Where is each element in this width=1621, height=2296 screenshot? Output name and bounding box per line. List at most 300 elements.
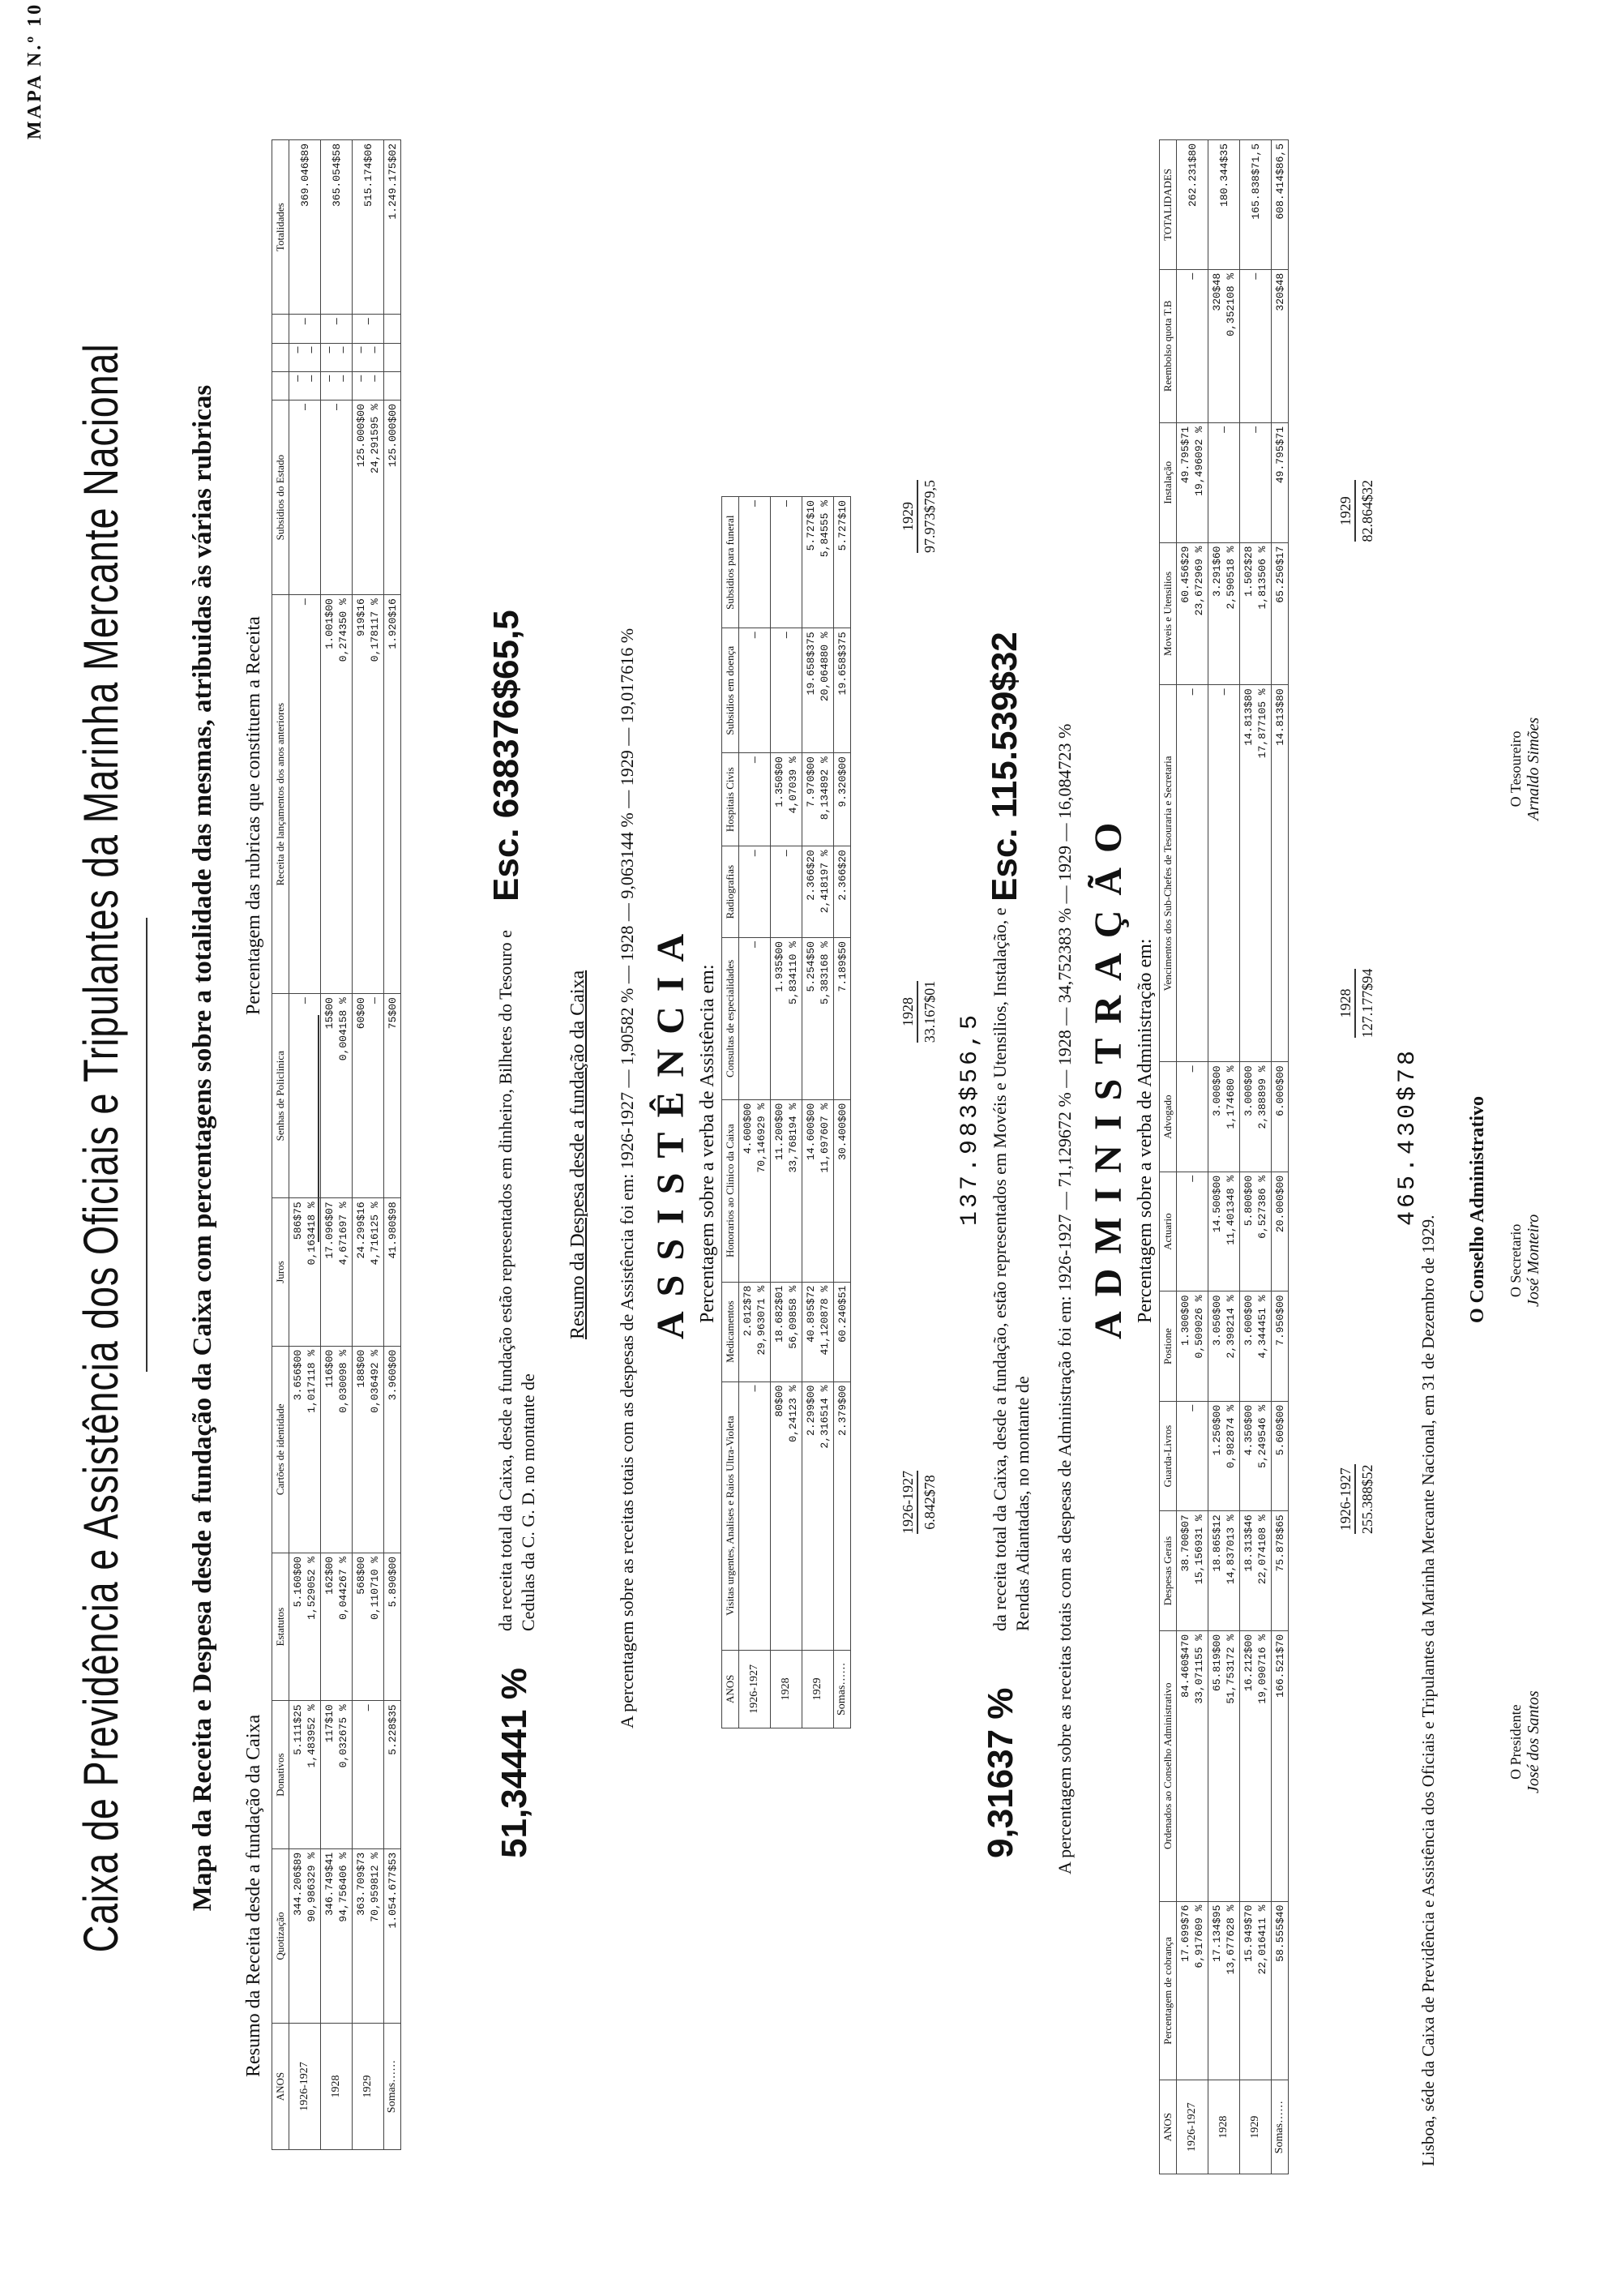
- title-rule: [146, 918, 148, 1372]
- administracao-intro: A percentagem sobre as receitas totais com as despesas de Administração foi em: 1926-1927 — 71,129672 % — 1928 — 34,752383 % — 1929 — 16,084723 %: [1054, 723, 1075, 1874]
- cell-value: 11,697607 %: [819, 1103, 831, 1173]
- receita-table: [272, 139, 401, 2150]
- administracao-year-total: [1337, 480, 1376, 542]
- administracao-column-header: Advogado: [1160, 1062, 1177, 1172]
- cell-value: 29,963071 %: [755, 1285, 768, 1356]
- receita-data-cell: [321, 1701, 353, 1848]
- signature-presidente: [1508, 1690, 1543, 1793]
- cell-value: 568$00: [355, 1556, 367, 1595]
- receita-column-header: Cartões de identidade: [272, 1346, 289, 1553]
- receita-row: [321, 140, 353, 2150]
- cell-value: —: [780, 500, 793, 507]
- receita-sum-cell: 1.054.677$53: [384, 1848, 401, 2023]
- receita-data-cell: [353, 1848, 384, 2023]
- assistencia-sum-cell: 9.320$00: [834, 753, 851, 846]
- cell-value: 2,590518 %: [1225, 546, 1237, 610]
- receita-column-header: Totalidades: [272, 140, 289, 315]
- cell-value: —: [323, 346, 336, 353]
- cell-value: 515.174$06: [361, 144, 374, 208]
- receita-data-cell: [353, 1701, 384, 1848]
- assistencia-data-cell: [771, 846, 802, 938]
- administracao-data-cell: [1177, 1401, 1208, 1510]
- cell-value: 6,917609 %: [1193, 1904, 1205, 1968]
- assistencia-data-cell: [802, 938, 834, 1100]
- receita-column-header: Donativos: [272, 1701, 289, 1848]
- assistencia-year-cell: 1926-1927: [739, 1650, 771, 1728]
- assistencia-sum-cell: 19.658$375: [834, 628, 851, 753]
- administracao-percent: 9,31637 %: [981, 1687, 1020, 1858]
- cell-value: 1.502$28: [1242, 546, 1255, 597]
- cell-value: 5,249546 %: [1256, 1404, 1268, 1468]
- administracao-data-cell: [1240, 1511, 1272, 1631]
- receita-text: da receita total da Caixa, desde a fundação estão representados em dinheiro, Bilhetes do Tesouro e Cedulas da C. G. D. no montante de: [495, 930, 538, 1631]
- receita-column-header: [272, 315, 289, 343]
- administracao-data-cell: [1240, 1062, 1272, 1172]
- administracao-data-cell: [1208, 1901, 1240, 2080]
- cell-value: —: [1186, 272, 1199, 280]
- cell-value: 24.299$16: [355, 1202, 367, 1259]
- administracao-column-header: TOTALIDADES: [1160, 140, 1177, 270]
- secretario-role: O Secretario: [1508, 1223, 1524, 1298]
- cell-value: —: [298, 598, 311, 605]
- administracao-data-cell: [1240, 1630, 1272, 1901]
- cell-value: 17,877105 %: [1256, 688, 1268, 759]
- cell-value: —: [780, 632, 793, 639]
- administracao-column-header: Ordenados ao Conselho Administrativo: [1160, 1630, 1177, 1901]
- administracao-heading: ADMINISTRAÇÃO: [1087, 807, 1130, 1339]
- administracao-sum-cell: 49.795$71: [1272, 422, 1289, 542]
- administracao-year-value: 255.388$52: [1354, 1465, 1376, 1535]
- assistencia-data-cell: [771, 1381, 802, 1650]
- administracao-sum-cell: 14.813$80: [1272, 685, 1289, 1062]
- administracao-sum-cell: 166.521$70: [1272, 1630, 1289, 1901]
- assistencia-data-cell: [739, 846, 771, 938]
- cell-value: —: [323, 375, 336, 382]
- assistencia-column-header: ANOS: [722, 1650, 739, 1728]
- cell-value: 65.819$00: [1211, 1634, 1223, 1692]
- administracao-sum-row: [1272, 140, 1289, 2174]
- cell-value: —: [355, 346, 367, 353]
- administracao-year-total: [1337, 1465, 1376, 1535]
- cell-value: —: [361, 318, 374, 325]
- receita-percent: 51,34441 %: [494, 1668, 534, 1858]
- cell-value: 5.160$00: [292, 1556, 304, 1608]
- assistencia-sum-row: [834, 497, 851, 1728]
- cell-value: 0,032675 %: [337, 1704, 349, 1768]
- administracao-row: [1208, 140, 1240, 2174]
- administracao-row: [1177, 140, 1208, 2174]
- assistencia-data-cell: [771, 938, 802, 1100]
- cell-value: 1,529052 %: [306, 1556, 318, 1620]
- receita-sum-cell: 1.920$16: [384, 595, 401, 994]
- cell-value: 188$00: [355, 1349, 367, 1388]
- assistencia-data-cell: [739, 1381, 771, 1650]
- administracao-year-value: 127.177$94: [1354, 969, 1376, 1039]
- administracao-data-cell: [1208, 269, 1240, 422]
- administracao-column-header: Percentagem de cobrança: [1160, 1901, 1177, 2080]
- cell-value: 0,982874 %: [1225, 1404, 1237, 1468]
- receita-column-header: Quotização: [272, 1848, 289, 2023]
- receita-data-cell: [353, 595, 384, 994]
- cell-value: —: [330, 318, 343, 325]
- cell-value: 125.000$00: [355, 404, 367, 468]
- document-subtitle: Mapa da Receita e Despesa desde a fundação da Caixa com percentagens sobre a totalidade das mesmas, atribuidas às várias rubricas: [188, 384, 217, 1912]
- cell-value: 2,418197 %: [819, 850, 831, 914]
- assistencia-row: [802, 497, 834, 1728]
- cell-value: 20,064880 %: [819, 632, 831, 702]
- cell-value: —: [748, 850, 761, 857]
- cell-value: 344.206$89: [292, 1852, 304, 1916]
- receita-sum-cell: [384, 371, 401, 400]
- administracao-data-cell: [1177, 1511, 1208, 1631]
- receita-column-header: [272, 371, 289, 400]
- cell-value: 3.000$00: [1242, 1065, 1255, 1116]
- cell-value: 0,274350 %: [337, 598, 349, 662]
- assistencia-year-value: 33.167$01: [917, 981, 939, 1043]
- assistencia-data-cell: [802, 753, 834, 846]
- administracao-data-cell: [1177, 1292, 1208, 1401]
- receita-column-header: Subsidios do Estado: [272, 401, 289, 595]
- cell-value: —: [1186, 1175, 1199, 1182]
- assistencia-year-total: [900, 480, 939, 553]
- cell-value: 90,986329 %: [306, 1852, 318, 1922]
- cell-value: 365.054$58: [330, 144, 343, 208]
- cell-value: 14,837013 %: [1225, 1514, 1237, 1585]
- administracao-data-cell: [1240, 542, 1272, 685]
- cell-value: 3.050$00: [1211, 1295, 1223, 1346]
- assistencia-data-cell: [802, 1099, 834, 1282]
- cell-value: 94,756406 %: [337, 1852, 349, 1922]
- map-number: MAPA N.º 10: [24, 2, 45, 139]
- assistencia-data-cell: [739, 497, 771, 628]
- assistencia-year-total: [900, 981, 939, 1043]
- cell-value: 1,174680 %: [1225, 1065, 1237, 1129]
- assistencia-data-cell: [771, 628, 802, 753]
- assistencia-column-header: Honorarios ao Clinico da Caixa: [722, 1099, 739, 1282]
- receita-data-cell: [289, 1701, 321, 1848]
- cell-value: —: [298, 318, 311, 325]
- receita-data-cell: [289, 371, 321, 400]
- assistencia-data-cell: [739, 1282, 771, 1381]
- cell-value: 3.000$00: [1211, 1065, 1223, 1116]
- administracao-data-cell: [1208, 1401, 1240, 1510]
- administracao-data-cell: [1208, 140, 1240, 270]
- administracao-year-value: 82.864$32: [1354, 480, 1376, 542]
- cell-value: 586$75: [292, 1202, 304, 1240]
- administracao-data-cell: [1177, 685, 1208, 1062]
- cell-value: —: [748, 500, 761, 507]
- assistencia-data-cell: [739, 1099, 771, 1282]
- receita-data-cell: [353, 1553, 384, 1700]
- assistencia-data-cell: [739, 753, 771, 846]
- signature-secretario: [1508, 1214, 1543, 1307]
- receita-data-cell: [353, 371, 384, 400]
- cell-value: 16.212$00: [1242, 1634, 1255, 1692]
- cell-value: 56,09858 %: [787, 1285, 799, 1349]
- receita-column-header: Juros: [272, 1198, 289, 1346]
- cell-value: 0,509026 %: [1193, 1295, 1205, 1359]
- cell-value: 14.813$80: [1242, 688, 1255, 746]
- cell-value: 0,178117 %: [369, 598, 381, 662]
- cell-value: —: [361, 1704, 374, 1711]
- cell-value: —: [780, 850, 793, 857]
- cell-value: 49.795$71: [1179, 426, 1191, 484]
- cell-value: 180.344$35: [1217, 144, 1230, 208]
- receita-data-cell: [289, 315, 321, 343]
- receita-data-cell: [289, 140, 321, 315]
- receita-sum-cell: 3.960$00: [384, 1346, 401, 1553]
- assistencia-total: 137.983$56,5: [956, 1011, 984, 1226]
- administracao-sub: Percentagem sobre a verba de Administração em:: [1135, 938, 1156, 1323]
- administracao-data-cell: [1240, 1901, 1272, 2080]
- cell-value: —: [1217, 426, 1230, 433]
- despesa-label: Resumo da Despesa desde a fundação da Caixa: [567, 970, 588, 1339]
- receita-data-cell: [321, 1198, 353, 1346]
- assistencia-sum-label: Somas……: [834, 1650, 851, 1728]
- assistencia-year-label: 1928: [900, 997, 916, 1026]
- administracao-column-header: Despesas Gerais: [1160, 1511, 1177, 1631]
- administracao-year-cell: 1929: [1240, 2080, 1272, 2174]
- closing-place-date: Lisboa, séde da Caixa de Previdência e Assistência dos Oficiais e Tripulantes da Marinha Mercante Nacional, em 31 de Dezembro de 1929.: [1418, 1214, 1438, 2166]
- assistencia-year-totals: [900, 480, 939, 1534]
- cell-value: 8,134892 %: [819, 756, 831, 820]
- receita-data-cell: [321, 140, 353, 315]
- administracao-year-label: 1929: [1337, 496, 1354, 526]
- council-label: O Conselho Administrativo: [1467, 1095, 1488, 1323]
- receita-column-header: [272, 343, 289, 371]
- cell-value: 5,834110 %: [787, 941, 799, 1005]
- receita-year-cell: 1928: [321, 2024, 353, 2150]
- cell-value: —: [337, 375, 349, 382]
- administracao-data-cell: [1208, 1511, 1240, 1631]
- assistencia-data-cell: [802, 846, 834, 938]
- administracao-column-header: Vencimentos dos Sub-Chefes de Tesouraria e Secretaria: [1160, 685, 1177, 1062]
- administracao-year-cell: 1928: [1208, 2080, 1240, 2174]
- cell-value: 51,753172 %: [1225, 1634, 1237, 1704]
- administracao-sum-cell: 5.600$00: [1272, 1401, 1289, 1510]
- assistencia-year-label: 1929: [900, 502, 916, 531]
- cell-value: 19,496092 %: [1193, 426, 1205, 496]
- receita-data-cell: [321, 315, 353, 343]
- assistencia-data-cell: [802, 628, 834, 753]
- administracao-data-cell: [1177, 1172, 1208, 1292]
- cell-value: —: [1249, 426, 1262, 433]
- cell-value: 33,071155 %: [1193, 1634, 1205, 1704]
- cell-value: 6,527386 %: [1256, 1175, 1268, 1239]
- administracao-column-header: Reembolso quota T.B: [1160, 269, 1177, 422]
- receita-data-cell: [321, 1346, 353, 1553]
- administracao-sum-cell: 7.950$00: [1272, 1292, 1289, 1401]
- cell-value: 70,146929 %: [755, 1103, 768, 1173]
- administracao-sum-cell: 20.000$00: [1272, 1172, 1289, 1292]
- assistencia-column-header: Subsidios para funeral: [722, 497, 739, 628]
- assistencia-heading: ASSISTÊNCIA: [649, 919, 692, 1339]
- receita-year-cell: 1929: [353, 2024, 384, 2150]
- assistencia-sub: Percentagem sobre a verba de Assistência em:: [697, 964, 718, 1323]
- cell-value: 1.250$00: [1211, 1404, 1223, 1456]
- receita-sum-cell: [384, 343, 401, 371]
- receita-data-cell: [353, 343, 384, 371]
- assistencia-year-cell: 1928: [771, 1650, 802, 1728]
- administracao-data-cell: [1177, 542, 1208, 685]
- cell-value: 11.200$00: [773, 1103, 785, 1160]
- assistencia-column-header: Visitas urgentes, Analises e Raios Ultra-Violeta: [722, 1381, 739, 1650]
- receita-data-cell: [321, 994, 353, 1198]
- cell-value: —: [337, 346, 349, 353]
- cell-value: 15,156931 %: [1193, 1514, 1205, 1585]
- cell-value: 0,163418 %: [306, 1202, 318, 1266]
- receita-sum-cell: 41.980$98: [384, 1198, 401, 1346]
- assistencia-column-header: Medicamentos: [722, 1282, 739, 1381]
- administracao-column-header: Guarda-Livros: [1160, 1401, 1177, 1510]
- cell-value: 4,07039 %: [787, 756, 799, 814]
- administracao-data-cell: [1177, 1630, 1208, 1901]
- cell-value: 84.460$470: [1179, 1634, 1191, 1698]
- assistencia-row: [739, 497, 771, 1728]
- cell-value: 5,84555 %: [819, 500, 831, 558]
- cell-value: 14.500$00: [1211, 1175, 1223, 1233]
- cell-value: 2,388899 %: [1256, 1065, 1268, 1129]
- receita-percentagem-label: Percentagem das rubricas que constituem a Receita: [243, 616, 264, 1015]
- cell-value: 19,090716 %: [1256, 1634, 1268, 1704]
- cell-value: 5.727$10: [805, 500, 817, 551]
- cell-value: 11,401348 %: [1225, 1175, 1237, 1245]
- assistencia-year-value: 97.973$79,5: [917, 480, 939, 553]
- cell-value: —: [369, 997, 381, 1004]
- cell-value: 0,030098 %: [337, 1349, 349, 1413]
- receita-data-cell: [353, 1198, 384, 1346]
- assistencia-intro: A percentagem sobre as receitas totais com as despesas de Assistência foi em: 1926-1927 — 1,90582 % — 1928 — 9,063144 % — 1929 — 19,017616 %: [617, 628, 637, 1728]
- cell-value: 346.749$41: [323, 1852, 336, 1916]
- assistencia-column-header: Hospitais Civis: [722, 753, 739, 846]
- cell-value: —: [298, 404, 311, 410]
- assistencia-data-cell: [802, 1381, 834, 1650]
- receita-sum-cell: 1.249.175$02: [384, 140, 401, 315]
- cell-value: 80$00: [773, 1385, 785, 1417]
- administracao-column-header: Actuario: [1160, 1172, 1177, 1292]
- receita-column-header: ANOS: [272, 2024, 289, 2150]
- assistencia-year-total: [900, 1471, 939, 1534]
- receita-data-cell: [289, 994, 321, 1198]
- assistencia-sum-cell: 60.240$51: [834, 1282, 851, 1381]
- assistencia-sum-cell: 5.727$10: [834, 497, 851, 628]
- receita-data-cell: [289, 1553, 321, 1700]
- cell-value: 4.600$00: [742, 1103, 754, 1154]
- cell-value: 2.012$78: [742, 1285, 754, 1337]
- cell-value: 117$10: [323, 1704, 336, 1743]
- receita-sum-cell: 75$00: [384, 994, 401, 1198]
- administracao-data-cell: [1177, 1062, 1208, 1172]
- administracao-column-header: Postione: [1160, 1292, 1177, 1401]
- receita-row: [353, 140, 384, 2150]
- assistencia-year-cell: 1929: [802, 1650, 834, 1728]
- cell-value: 15.949$70: [1242, 1904, 1255, 1962]
- administracao-column-header: ANOS: [1160, 2080, 1177, 2174]
- presidente-role: O Presidente: [1508, 1704, 1524, 1780]
- administracao-year-label: 1926-1927: [1337, 1467, 1354, 1531]
- administracao-data-cell: [1177, 269, 1208, 422]
- assistencia-year-value: 6.842$78: [917, 1471, 939, 1534]
- administracao-year-total: [1337, 969, 1376, 1039]
- administracao-sum-cell: 6.000$00: [1272, 1062, 1289, 1172]
- cell-value: 162$00: [323, 1556, 336, 1595]
- assistencia-data-cell: [739, 938, 771, 1100]
- cell-value: 70,959812 %: [369, 1852, 381, 1922]
- cell-value: —: [1186, 1404, 1199, 1411]
- cell-value: 18.682$01: [773, 1285, 785, 1343]
- assistencia-table: [721, 496, 851, 1728]
- cell-value: 60$00: [355, 997, 367, 1030]
- administracao-data-cell: [1177, 140, 1208, 270]
- administracao-text: da receita total da Caixa, desde a fundação, estão representados em Movéis e Utensilios, Instalação, e Rendas Adiantadas, no montante de: [990, 907, 1033, 1631]
- receita-sum-cell: 5.228$35: [384, 1701, 401, 1848]
- cell-value: 0,004158 %: [337, 997, 349, 1061]
- receita-data-cell: [321, 371, 353, 400]
- receita-resumo-label: Resumo da Receita desde a fundação da Caixa: [243, 1714, 264, 2077]
- administracao-amount: Esc. 115.539$32: [985, 632, 1024, 902]
- cell-value: 1,813506 %: [1256, 546, 1268, 610]
- cell-value: 40.895$72: [805, 1285, 817, 1343]
- cell-value: 363.709$73: [355, 1852, 367, 1916]
- assistencia-column-header: Radiografias: [722, 846, 739, 938]
- administracao-sum-label: Somas……: [1272, 2080, 1289, 2174]
- receita-row: [289, 140, 321, 2150]
- receita-column-header: Senhas de Policlinica: [272, 994, 289, 1198]
- assistencia-sum-cell: 2.379$00: [834, 1381, 851, 1650]
- assistencia-data-cell: [771, 753, 802, 846]
- cell-value: 18.865$12: [1211, 1514, 1223, 1572]
- administracao-total: 465.430$78: [1394, 1047, 1422, 1226]
- administracao-data-cell: [1177, 1901, 1208, 2080]
- cell-value: 1.300$00: [1179, 1295, 1191, 1346]
- administracao-data-cell: [1240, 1172, 1272, 1292]
- cell-value: —: [330, 404, 343, 410]
- cell-value: 4,716125 %: [369, 1202, 381, 1266]
- receita-sum-cell: 125.000$00: [384, 401, 401, 595]
- receita-amount: Esc. 638376$65,5: [486, 610, 526, 902]
- administracao-data-cell: [1240, 685, 1272, 1062]
- cell-value: 2.366$20: [805, 850, 817, 901]
- cell-value: —: [369, 346, 381, 353]
- assistencia-data-cell: [739, 628, 771, 753]
- administracao-column-header: Moveis e Utensilios: [1160, 542, 1177, 685]
- assistencia-sum-cell: 7.189$50: [834, 938, 851, 1100]
- cell-value: 0,352108 %: [1225, 272, 1237, 336]
- cell-value: 0,044267 %: [337, 1556, 349, 1620]
- cell-value: 15$00: [323, 997, 336, 1030]
- cell-value: 2,398214 %: [1225, 1295, 1237, 1359]
- assistencia-column-header: Subsidios em doença: [722, 628, 739, 753]
- assistencia-sum-cell: 30.400$00: [834, 1099, 851, 1282]
- cell-value: 0,036492 %: [369, 1349, 381, 1413]
- administracao-year-totals: [1337, 480, 1376, 1534]
- cell-value: 3.600$00: [1242, 1295, 1255, 1346]
- cell-value: —: [298, 997, 311, 1004]
- administracao-data-cell: [1240, 422, 1272, 542]
- administracao-data-cell: [1240, 1401, 1272, 1510]
- cell-value: 33,768194 %: [787, 1103, 799, 1173]
- administracao-data-cell: [1208, 1172, 1240, 1292]
- cell-value: 60.456$29: [1179, 546, 1191, 603]
- administracao-sum-cell: 65.250$17: [1272, 542, 1289, 685]
- cell-value: 7.970$00: [805, 756, 817, 807]
- cell-value: —: [748, 756, 761, 764]
- receita-data-cell: [353, 140, 384, 315]
- cell-value: —: [292, 346, 304, 353]
- cell-value: 2,316514 %: [819, 1385, 831, 1449]
- cell-value: 0,110710 %: [369, 1556, 381, 1620]
- cell-value: 13,677628 %: [1225, 1904, 1237, 1975]
